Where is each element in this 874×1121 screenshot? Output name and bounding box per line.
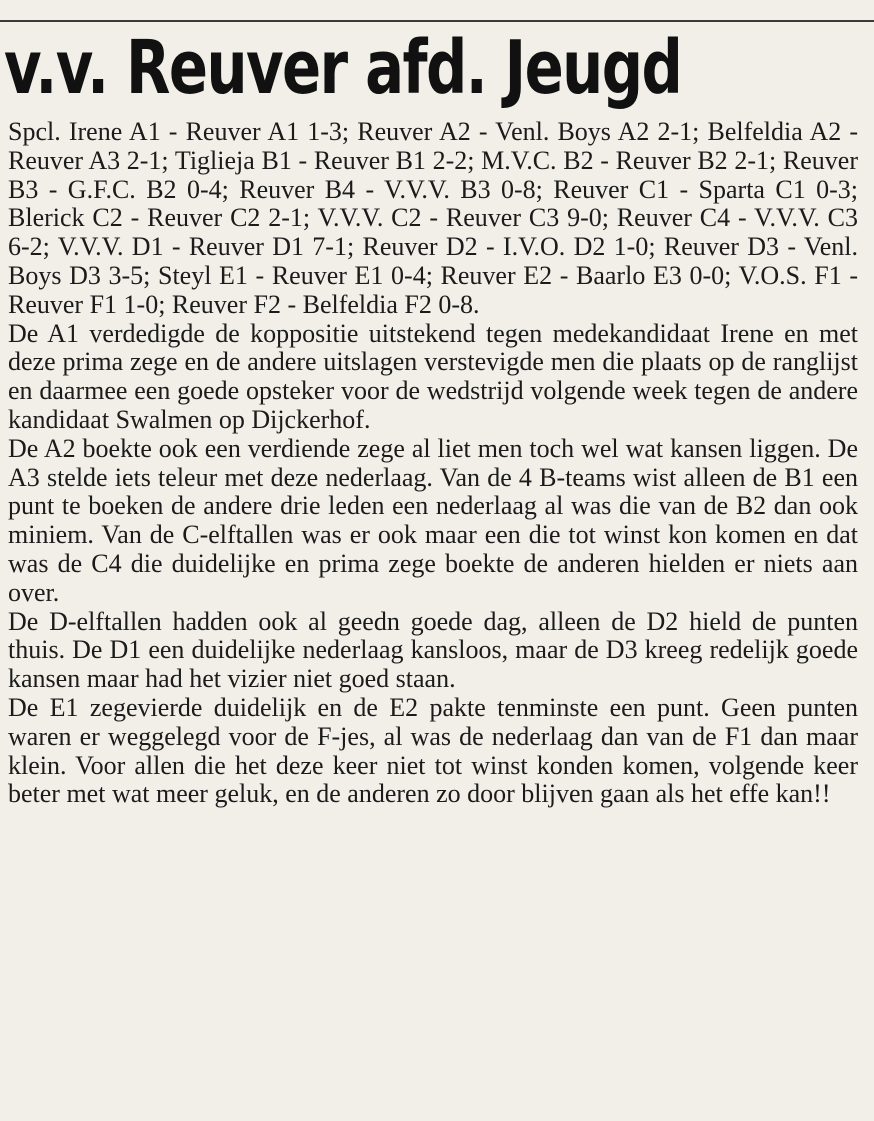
article-paragraph-a2-b-c: De A2 boekte ook een verdiende zege al liet men toch wel wat kansen liggen. De A3 stelde iets teleur met deze nederlaag. Van de 4 B-teams wist alleen de B1 een punt te boeken de andere drie leden een nederlaag al was die van de B2 dan ook miniem. Van de C-elftallen was er ook maar een die tot winst kon komen en dat was de C4 die duidelijke en prima zege boekte de anderen hielden er niets aan over. (8, 433, 858, 607)
article-paragraph-a1: De A1 verdedigde de koppositie uitstekend tegen medekandidaat Irene en met deze prima zege en de andere uitslagen verstevigde men die plaats op de ranglijst en daarmee een goede opsteker voor de wedstrijd volgende week tegen de andere kandidaat Swalmen op Dijckerhof. (8, 318, 858, 434)
article-paragraph-e-f: De E1 zegevierde duidelijk en de E2 pakte tenminste een punt. Geen punten waren er weggelegd voor de F-jes, al was de nederlaag dan van de F1 dan maar klein. Voor allen die het deze keer niet tot winst konden komen, volgende keer beter met wat meer geluk, en de anderen zo door blijven gaan als het effe kan!! (8, 692, 858, 809)
article-headline: v.v. Reuver afd. Jeugd (4, 25, 682, 111)
article-body (8, 118, 858, 809)
article-paragraph-d: De D-elftallen hadden ook al geedn goede dag, alleen de D2 hield de punten thuis. De D1 een duidelijke nederlaag kansloos, maar de D3 kreeg redelijk goede kansen maar had het vizier niet goed staan. (8, 606, 858, 694)
match-results-paragraph: Spcl. Irene A1 - Reuver A1 1-3; Reuver A2 - Venl. Boys A2 2-1; Belfeldia A2 - Reuver A3 2-1; Tiglieja B1 - Reuver B1 2-2; M.V.C. B2 - Reuver B2 2-1; Reuver B3 - G.F.C. B2 0-4; Reuver B4 - V.V.V. B3 0-8; Reuver C1 - Sparta C1 0-3; Blerick C2 - Reuver C2 2-1; V.V.V. C2 - Reuver C3 9-0; Reuver C4 - V.V.V. C3 6-2; V.V.V. D1 - Reuver D1 7-1; Reuver D2 - I.V.O. D2 1-0; Reuver D3 - Venl. Boys D3 3-5; Steyl E1 - Reuver E1 0-4; Reuver E2 - Baarlo E3 0-0; V.O.S. F1 - Reuver F1 1-0; Reuver F2 - Belfeldia F2 0-8. (8, 117, 858, 319)
